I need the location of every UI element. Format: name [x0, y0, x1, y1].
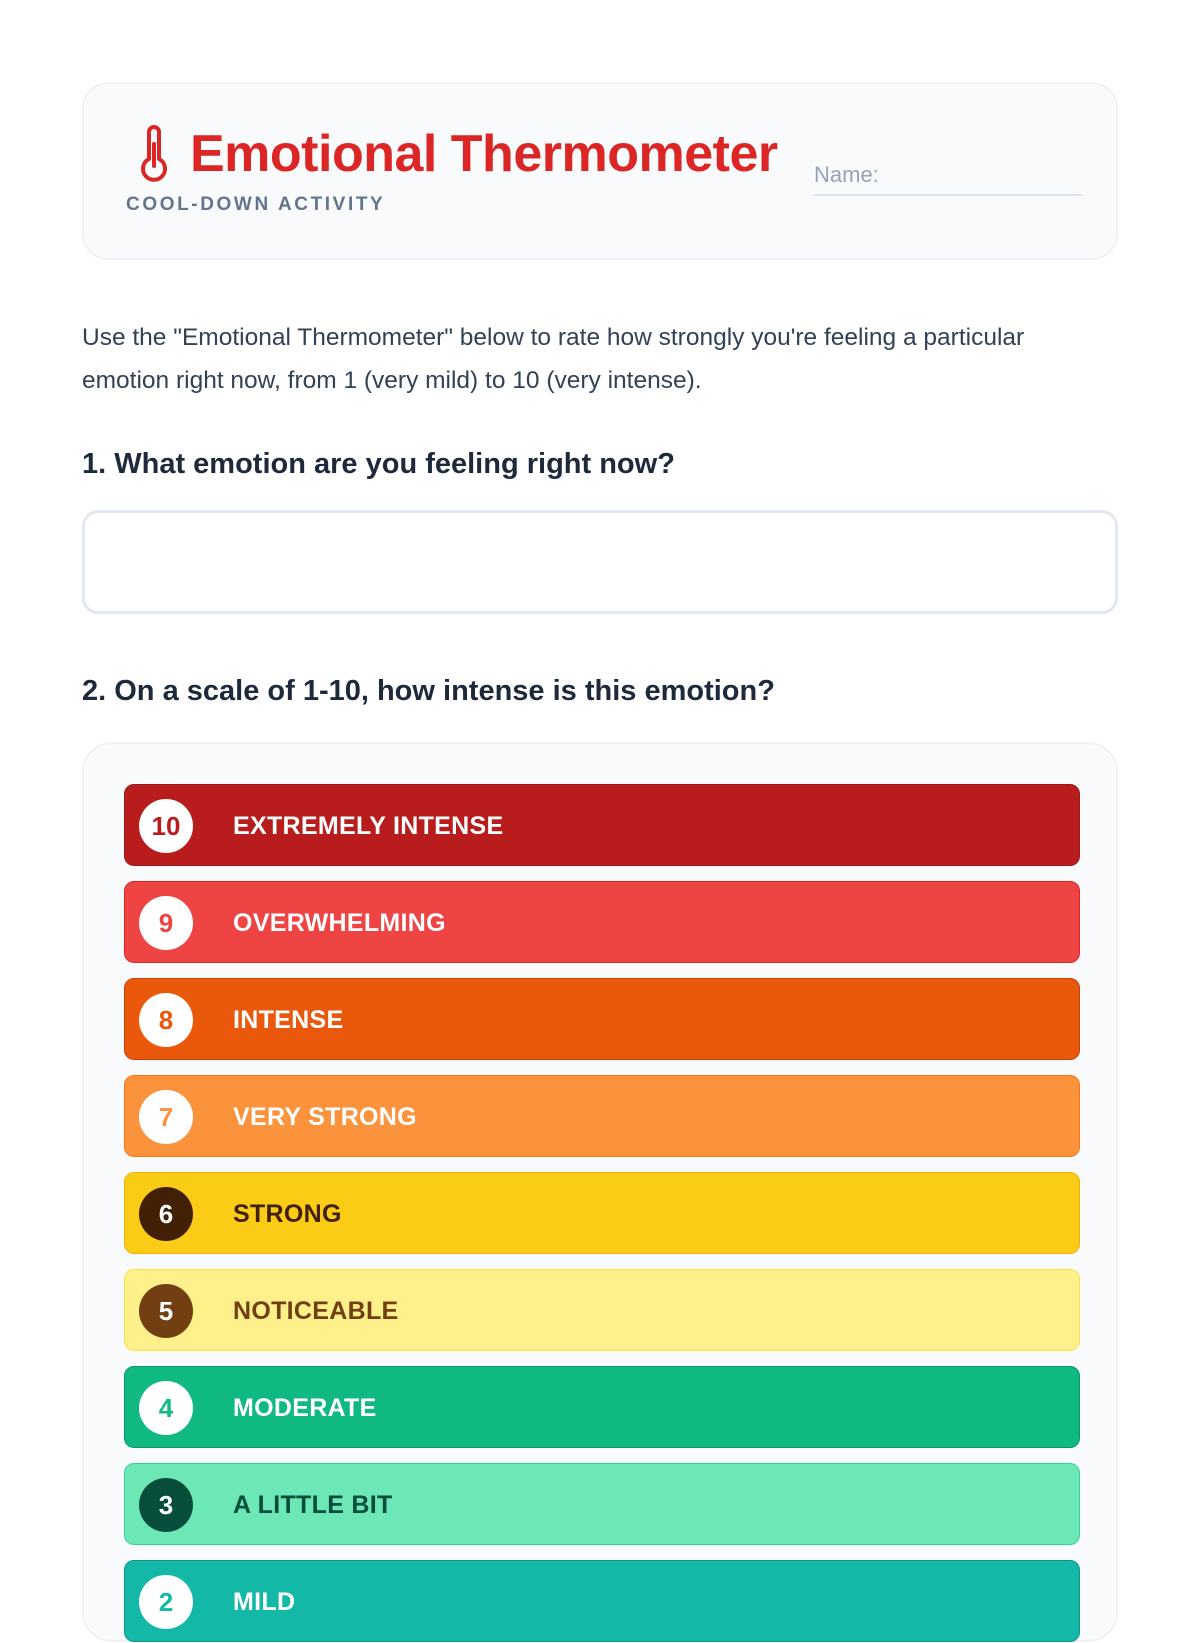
level-label: A LITTLE BIT [233, 1491, 393, 1519]
intro-text: Use the "Emotional Thermometer" below to rate how strongly you're feeling a particular emotion right now, from 1 (very mild) to 10 (very intense). [82, 324, 1025, 394]
header-card [82, 82, 1118, 260]
thermometer-icon [136, 126, 172, 182]
level-number-badge: 8 [139, 993, 193, 1047]
level-label: MILD [233, 1588, 296, 1616]
level-number-badge: 6 [139, 1187, 193, 1241]
level-number-badge: 4 [139, 1381, 193, 1435]
emotion-answer-input[interactable] [82, 510, 1118, 614]
page-title: Emotional Thermometer [190, 125, 778, 183]
level-label: STRONG [233, 1200, 342, 1228]
level-number-badge: 10 [139, 799, 193, 853]
scale-level-6[interactable] [124, 1172, 1080, 1254]
scale-level-2[interactable] [124, 1560, 1080, 1642]
name-field[interactable] [814, 160, 1082, 196]
scale-level-3[interactable] [124, 1463, 1080, 1545]
scale-level-8[interactable] [124, 978, 1080, 1060]
level-number-badge: 3 [139, 1478, 193, 1532]
level-number-badge: 9 [139, 896, 193, 950]
scale-level-5[interactable] [124, 1269, 1080, 1351]
level-label: VERY STRONG [233, 1103, 417, 1131]
level-number-badge: 7 [139, 1090, 193, 1144]
level-label: NOTICEABLE [233, 1297, 399, 1325]
question-1-label: 1. What emotion are you feeling right now? [82, 448, 675, 480]
level-label: OVERWHELMING [233, 909, 446, 937]
level-label: INTENSE [233, 1006, 344, 1034]
scale-level-4[interactable] [124, 1366, 1080, 1448]
level-number-badge: 2 [139, 1575, 193, 1629]
intensity-scale [82, 742, 1118, 1642]
scale-level-10[interactable] [124, 784, 1080, 866]
question-2-label: 2. On a scale of 1-10, how intense is this emotion? [82, 675, 775, 707]
level-number-badge: 5 [139, 1284, 193, 1338]
title-row [136, 126, 778, 182]
name-label: Name: [814, 162, 879, 187]
scale-level-9[interactable] [124, 881, 1080, 963]
level-label: MODERATE [233, 1394, 377, 1422]
page-subtitle: COOL-DOWN ACTIVITY [126, 194, 386, 215]
scale-level-7[interactable] [124, 1075, 1080, 1157]
level-label: EXTREMELY INTENSE [233, 812, 504, 840]
